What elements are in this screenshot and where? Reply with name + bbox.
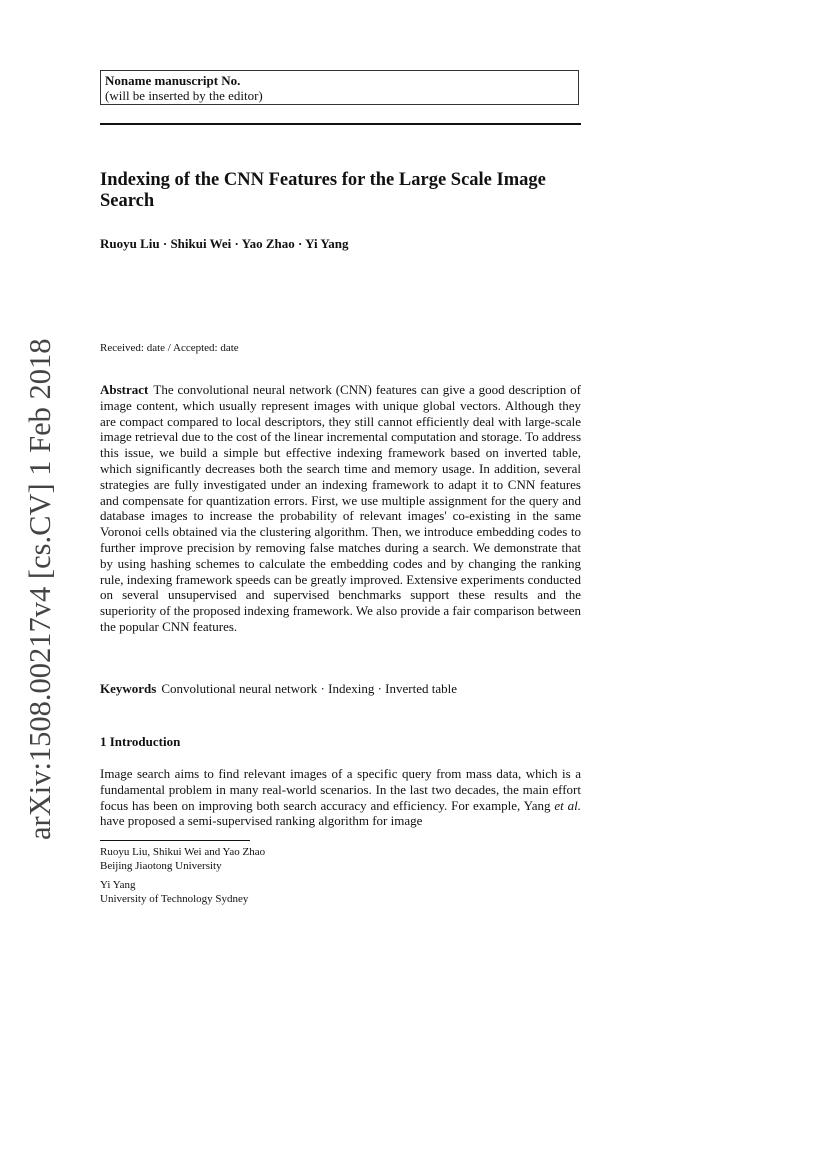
author-list: Ruoyu Liu · Shikui Wei · Yao Zhao · Yi Yang <box>100 236 349 251</box>
abstract-text: The convolutional neural network (CNN) features can give a good description of image content, which usually represent images with unique global vectors. Although they are compact compared to local descriptors, they still cannot efficiently deal with large-scale image retrieval due to the cost of the linear incremental computation and storage. To address this issue, we build a simple but effective indexing framework based on inverted table, which significantly decreases both the search time and memory usage. In addition, several strategies are fully investigated under an indexing framework to adapt it to CNN features and compensate for quantization errors. First, we use multiple assignment for the query and database images to increase the probability of relevant images' co-existing in the same Voronoi cells obtained via the clustering algorithm. Then, we introduce embedding codes to further improve precision by removing false matches during a search. We demonstrate that by using hashing schemes to calculate the embedding codes and by changing the ranking rule, indexing framework speeds can be greatly improved. Extensive experiments conducted on several unsupervised and supervised benchmarks support these results and the superiority of the proposed indexing framework. We also provide a fair comparison between the popular CNN features. <box>100 382 581 634</box>
footnote-institution-2: University of Technology Sydney <box>100 892 249 905</box>
section-heading: 1 Introduction <box>100 734 181 749</box>
received-date: Received: date / Accepted: date <box>100 342 239 354</box>
footnote-authors-2: Yi Yang <box>100 879 136 891</box>
editor-note: (will be inserted by the editor) <box>105 88 263 103</box>
footnote-affiliation-1 <box>100 846 400 873</box>
section-text-after: have proposed a semi-supervised ranking algorithm for image <box>100 813 423 829</box>
abstract-label: Abstract <box>100 382 149 397</box>
footnote-institution-1: Beijing Jiaotong University <box>100 859 222 872</box>
footnote-rule <box>100 840 250 841</box>
keywords-text: Convolutional neural network · Indexing · Inverted table <box>161 681 458 696</box>
manuscript-number: Noname manuscript No. <box>105 73 241 88</box>
footnote-authors-1: Ruoyu Liu, Shikui Wei and Yao Zhao <box>100 846 266 858</box>
keywords-label: Keywords <box>100 681 157 696</box>
paper-title: Indexing of the CNN Features for the Large Scale Image Search <box>100 170 546 211</box>
section-text-before: Image search aims to find relevant images of a specific query from mass data, which is a fundamental problem in many real-world scenarios. In the last two decades, the main effort focus has been on improving both search accuracy and efficiency. For example, Yang <box>100 766 581 813</box>
section-text-italic: et al. <box>554 797 581 813</box>
abstract <box>100 382 581 635</box>
arxiv-identifier: arXiv:1508.00217v4 [cs.CV] 1 Feb 2018 <box>23 338 57 840</box>
manuscript-header-box <box>100 70 579 105</box>
keywords <box>100 681 581 697</box>
section-body <box>100 766 581 829</box>
footnote-affiliation-2 <box>100 879 400 906</box>
header-rule <box>100 123 581 125</box>
